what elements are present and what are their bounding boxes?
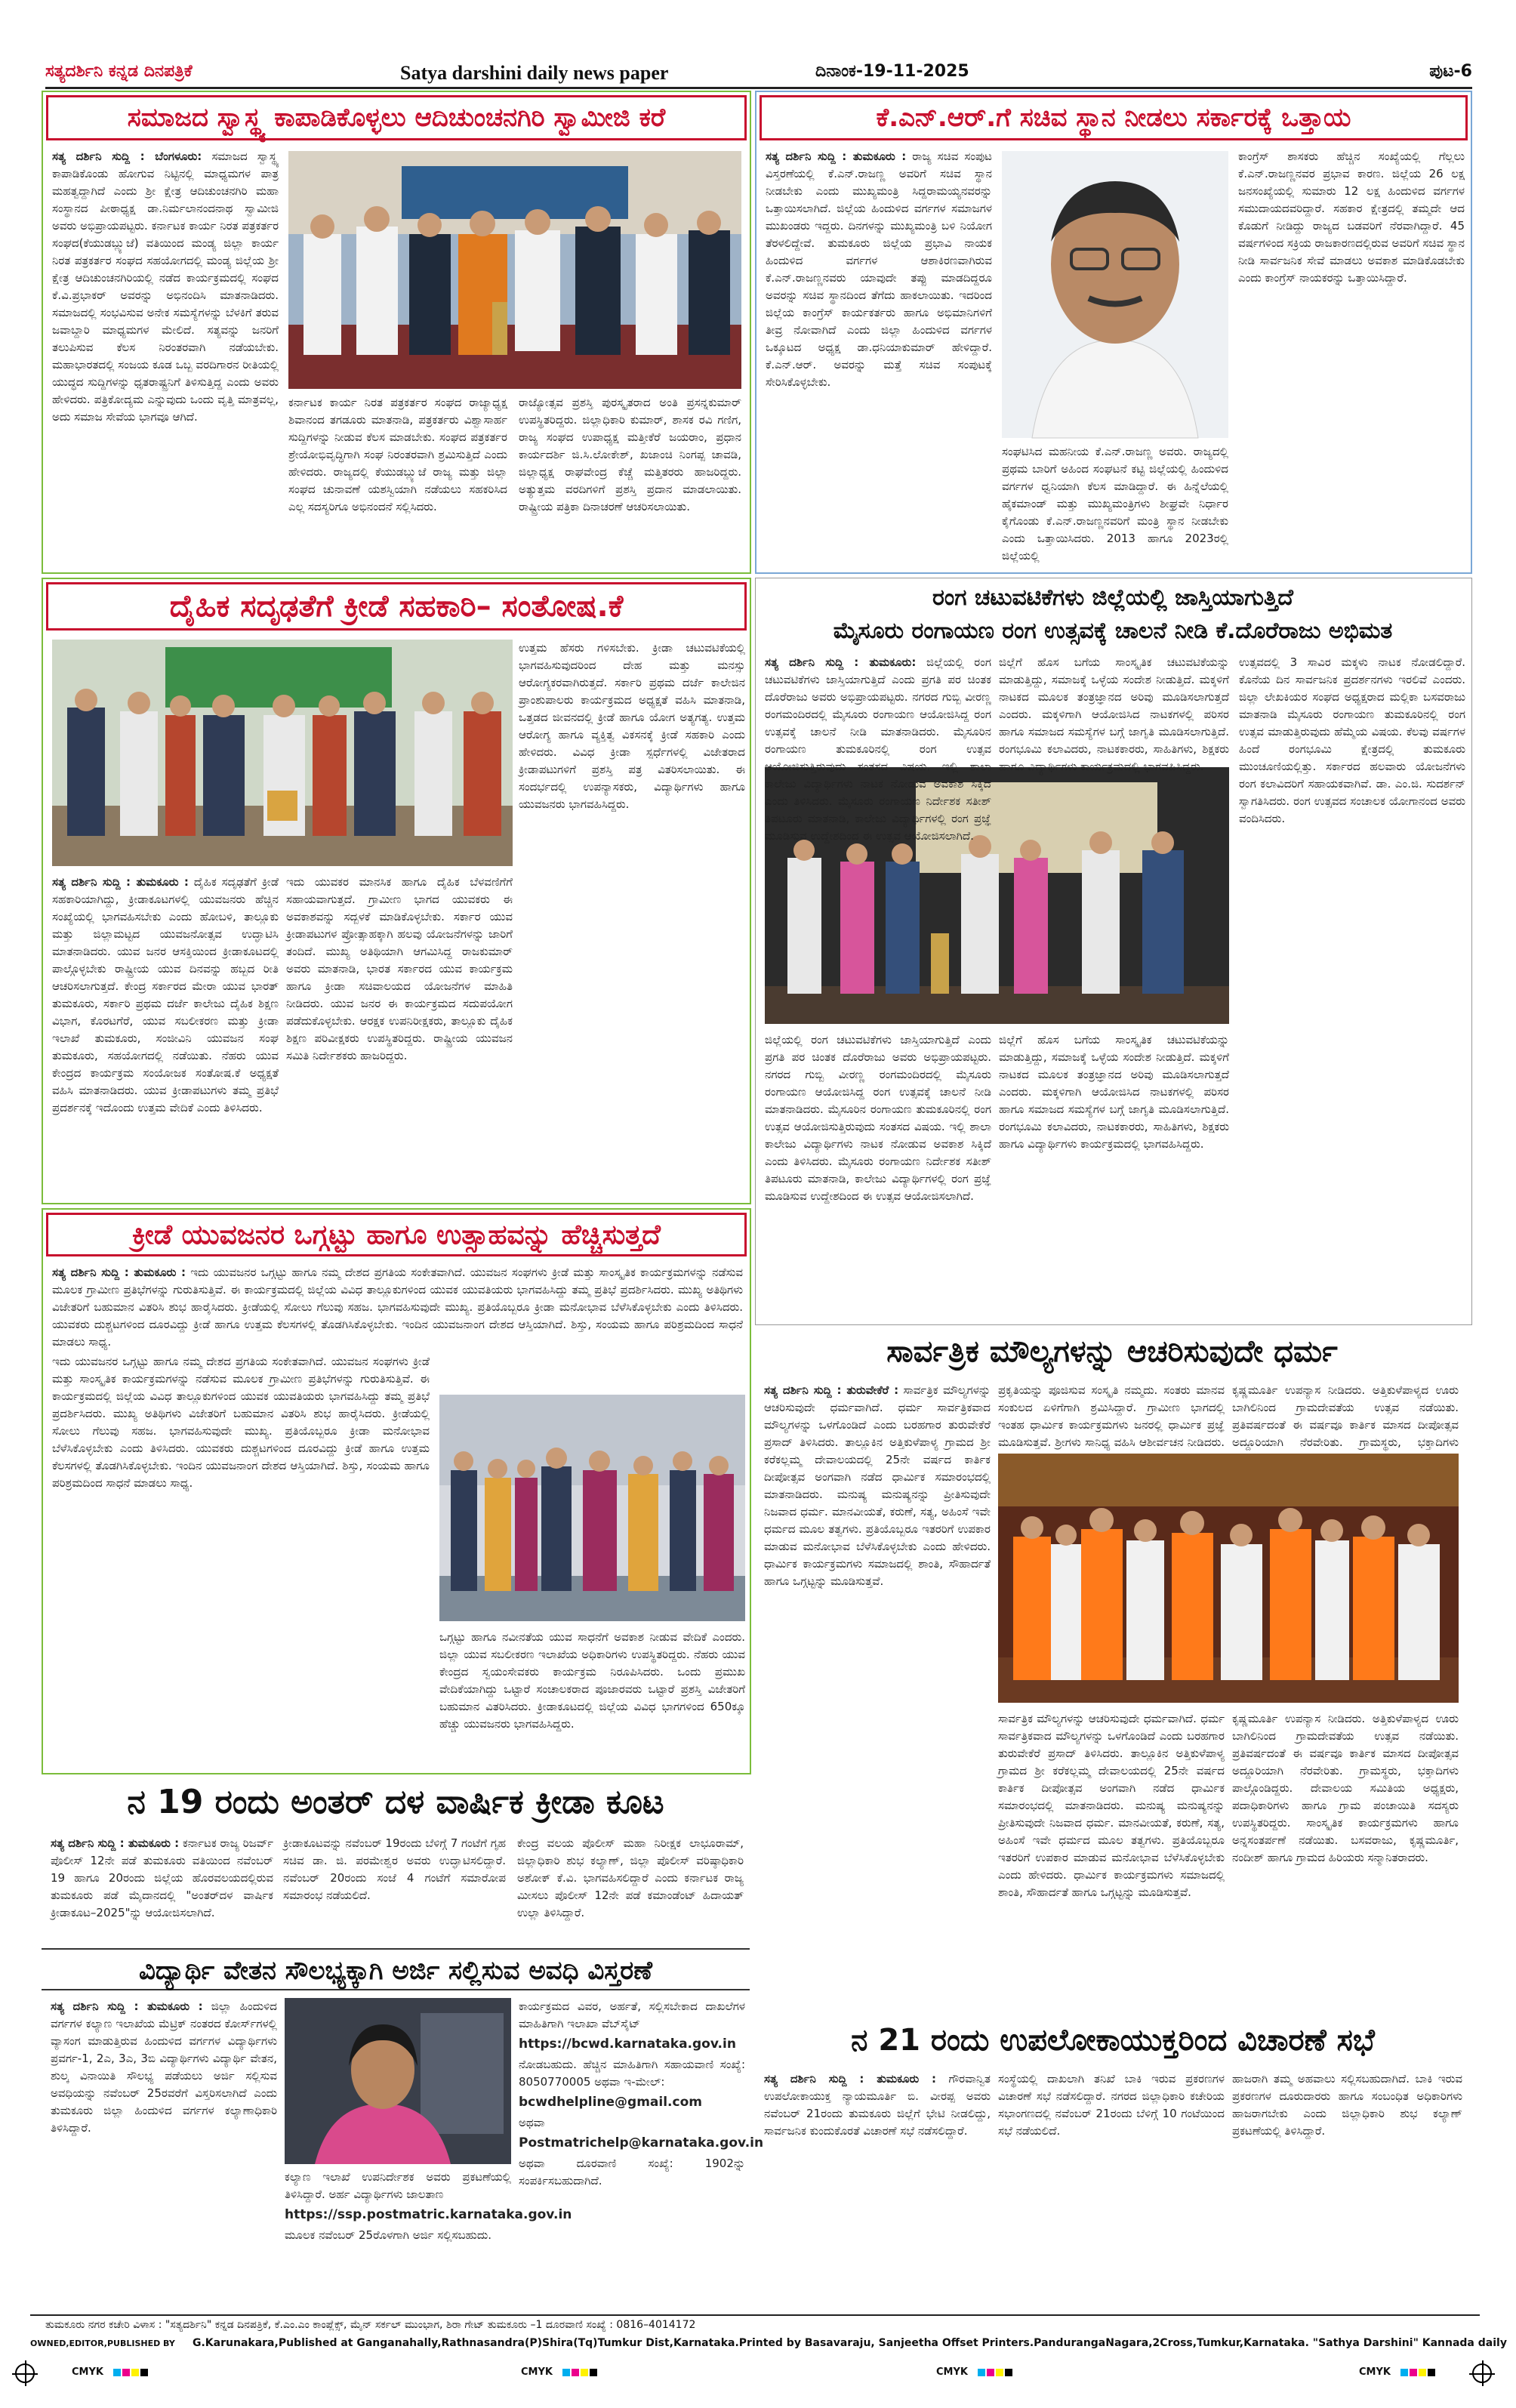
article-swamiji-headline: ಸಮಾಜದ ಸ್ವಾಸ್ಥ್ಯ ಕಾಪಾಡಿಕೊಳ್ಳಲು ಆದಿಚುಂಚನಗಿರಿ ಸ್ವಾಮೀಜಿ ಕರೆ	[46, 95, 747, 140]
article-upalokayukta-col3: ಹಾಜರಾಗಿ ತಮ್ಮ ಅಹವಾಲು ಸಲ್ಲಿಸಬಹುದಾಗಿದೆ. ಬಾಕಿ ಇರುವ ಪ್ರಕರಣಗಳ ದೂರುದಾರರು ಹಾಗೂ ಸಂಬಂಧಿತ ಅಧಿಕಾರಿಗಳು ಹಾಜರಾಗಬೇಕು ಎಂದು ಜಿಲ್ಲಾಧಿಕಾರಿ ಶುಭ ಕಲ್ಯಾಣ್ ಪ್ರಕಟಣೆಯಲ್ಲಿ ತಿಳಿಸಿದ್ದಾರೆ.	[1232, 2072, 1462, 2138]
ssp-postmatric-link[interactable]: https://ssp.postmatric.karnataka.gov.in	[285, 2207, 572, 2222]
dateline: ಸತ್ಯ ದರ್ಶಿನಿ ಸುದ್ದಿ : ತುರುವೇಕೆರೆ :	[764, 1383, 899, 1397]
article-rangayana-col2a: ಜಿಲ್ಲೆಗೆ ಹೊಸ ಬಗೆಯ ಸಾಂಸ್ಕೃತಿಕ ಚಟುವಟಿಕೆಯನ್ನು ಮಾಡುತ್ತಿದ್ದು, ಸಮಾಜಕ್ಕೆ ಒಳ್ಳೆಯ ಸಂದೇಶ ನೀಡುತ್ತಿದೆ. ಮಕ್ಕಳಿಗೆ ನಾಟಕದ ಮೂಲಕ ತಂತ್ರಜ್ಞಾನದ ಅರಿವು ಮೂಡಿಸಲಾಗುತ್ತದೆ ಎಂದರು. ಮಕ್ಕಳಿಗಾಗಿ ಆಯೋಜಿಸಿದ ನಾಟಕಗಳಲ್ಲಿ ಪರಿಸರ ಹಾಗೂ ಸಮಾಜದ ಸಮಸ್ಯೆಗಳ ಬಗ್ಗೆ ಜಾಗೃತಿ ಮೂಡಿಸಲಾಗುತ್ತಿದೆ. ರಂಗಭೂಮಿ ಕಲಾವಿದರು, ನಾಟಕಕಾರರು, ಸಾಹಿತಿಗಳು, ಶಿಕ್ಷಕರು ಹಾಗೂ ವಿದ್ಯಾರ್ಥಿಗಳು ಕಾರ್ಯಕ್ರಮದಲ್ಲಿ ಭಾಗವಹಿಸಿದ್ದರು.	[999, 655, 1229, 773]
article-dharma-photo	[998, 1454, 1459, 1703]
article-upalokayukta-col1: ಸತ್ಯ ದರ್ಶಿನಿ ಸುದ್ದಿ : ತುಮಕೂರು : ಗೌರವಾನ್ವಿತ ಉಪಲೋಕಾಯುಕ್ತ ನ್ಯಾಯಮೂರ್ತಿ ಬಿ. ವೀರಪ್ಪ ಅವರು ನವೆಂಬರ್ 21ರಂದು ತುಮಕೂರು ಜಿಲ್ಲೆಗೆ ಭೇಟಿ ನೀಡಲಿದ್ದು, ಸಾರ್ವಜನಿಕ ಕುಂದುಕೊರತೆ ವಿಚಾರಣೆ ಸಭೆ ನಡೆಸಲಿದ್ದಾರೆ.	[764, 2072, 991, 2138]
article-upalokayukta	[755, 2016, 1472, 2307]
article-youth-sports-col1: ಇದು ಯುವಜನರ ಒಗ್ಗಟ್ಟು ಹಾಗೂ ನಮ್ಮ ದೇಶದ ಪ್ರಗತಿಯ ಸಂಕೇತವಾಗಿದೆ. ಯುವಜನ ಸಂಘಗಳು ಕ್ರೀಡೆ ಮತ್ತು ಸಾಂಸ್ಕೃತಿಕ ಕಾರ್ಯಕ್ರಮಗಳನ್ನು ನಡೆಸುವ ಮೂಲಕ ಗ್ರಾಮೀಣ ಪ್ರತಿಭೆಗಳನ್ನು ಗುರುತಿಸುತ್ತಿವೆ. ಈ ಕಾರ್ಯಕ್ರಮದಲ್ಲಿ ಜಿಲ್ಲೆಯ ವಿವಿಧ ತಾಲ್ಲೂಕುಗಳಿಂದ ಯುವಕ ಯುವತಿಯರು ಭಾಗವಹಿಸಿದ್ದು ತಮ್ಮ ಪ್ರತಿಭೆ ಪ್ರದರ್ಶಿಸಿದರು. ಮುಖ್ಯ ಅತಿಥಿಗಳು ವಿಜೇತರಿಗೆ ಬಹುಮಾನ ವಿತರಿಸಿ ಶುಭ ಹಾರೈಸಿದರು. ಕ್ರೀಡೆಯಲ್ಲಿ ಸೋಲು ಗೆಲುವು ಸಹಜ. ಭಾಗವಹಿಸುವುದೇ ಮುಖ್ಯ. ಪ್ರತಿಯೊಬ್ಬರೂ ಕ್ರೀಡಾ ಮನೋಭಾವ ಬೆಳೆಸಿಕೊಳ್ಳಬೇಕು ಎಂದು ತಿಳಿಸಿದರು. ಯುವಕರು ದುಶ್ಚಟಗಳಿಂದ ದೂರವಿದ್ದು ಕ್ರೀಡೆ ಹಾಗೂ ಉತ್ತಮ ಕೆಲಸಗಳಲ್ಲಿ ತೊಡಗಿಸಿಕೊಳ್ಳಬೇಕು. ಇಂದಿನ ಯುವಜನಾಂಗ ದೇಶದ ಆಸ್ತಿಯಾಗಿದೆ. ಶಿಸ್ತು, ಸಂಯಮ ಹಾಗೂ ಪರಿಶ್ರಮದಿಂದ ಸಾಧನೆ ಮಾಡಲು ಸಾಧ್ಯ.	[52, 1355, 430, 1490]
color-bar-icon	[978, 2369, 1012, 2376]
color-bar-icon	[562, 2369, 597, 2376]
article-upalokayukta-headline: ನ 21 ರಂದು ಉಪಲೋಕಾಯುಕ್ತರಿಂದ ವಿಚಾರಣೆ ಸಭೆ	[851, 2023, 1375, 2058]
article-swamiji-col1: ಸತ್ಯ ದರ್ಶಿನಿ ಸುದ್ದಿ : ಬೆಂಗಳೂರು: ಸಮಾಜದ ಸ್ವಾಸ್ಥ್ಯ ಕಾಪಾಡಿಕೊಂಡು ಹೋಗುವ ನಿಟ್ಟಿನಲ್ಲಿ ಮಾಧ್ಯಮಗಳ ಪಾತ್ರ ಮಹತ್ವದ್ದಾಗಿದೆ ಎಂದು ಶ್ರೀ ಕ್ಷೇತ್ರ ಆದಿಚುಂಚನಗಿರಿ ಮಹಾ ಸಂಸ್ಥಾನದ ಪೀಠಾಧ್ಯಕ್ಷ ಡಾ.ನಿರ್ಮಲಾನಂದನಾಥ ಸ್ವಾಮೀಜಿ ಅವರು ಅಭಿಪ್ರಾಯಪಟ್ಟರು. ಕರ್ನಾಟಕ ಕಾರ್ಯ ನಿರತ ಪತ್ರಕರ್ತರ ಸಂಘದ(ಕೆಯುಡಬ್ಲ್ಯುಜೆ) ವತಿಯಿಂದ ಮಂಡ್ಯ ಜಿಲ್ಲಾ ಕಾರ್ಯ ನಿರತ ಪತ್ರಕರ್ತರ ಸಂಘದ ಸಹಯೋಗದಲ್ಲಿ ಮಂಡ್ಯ ಜಿಲ್ಲೆಯ ಶ್ರೀ ಕ್ಷೇತ್ರ ಆದಿಚುಂಚನಗಿರಿಯಲ್ಲಿ ನಡೆದ ಕಾರ್ಯಕ್ರಮದಲ್ಲಿ ಸಂಘದ ಕೆ.ವಿ.ಪ್ರಭಾಕರ್ ಅವರನ್ನು ಅಭಿನಂದಿಸಿ ಮಾತನಾಡಿದರು. ಸಮಾಜದಲ್ಲಿ ಸಂಭವಿಸುವ ಅನೇಕ ಸಮಸ್ಯೆಗಳನ್ನು ಬೆಳಕಿಗೆ ತರುವ ಜವಾಬ್ದಾರಿ ಮಾಧ್ಯಮಗಳ ಮೇಲಿದೆ. ಸತ್ಯವನ್ನು ಜನರಿಗೆ ತಲುಪಿಸುವ ಕೆಲಸ ನಿರಂತರವಾಗಿ ನಡೆಯಬೇಕು. ಮಹಾಭಾರತದಲ್ಲಿ ಸಂಜಯ ಕೂಡ ಒಬ್ಬ ವರದಿಗಾರನ ರೀತಿಯಲ್ಲಿ ಯುದ್ಧದ ಸುದ್ದಿಗಳನ್ನು ಧೃತರಾಷ್ಟ್ರನಿಗೆ ತಿಳಿಸುತ್ತಿದ್ದ ಎಂದು ಅವರು ಹೇಳಿದರು. ಪತ್ರಿಕೋದ್ಯಮ ಎನ್ನುವುದು ಒಂದು ವೃತ್ತಿ ಮಾತ್ರವಲ್ಲ, ಅದು ಸಮಾಜ ಸೇವೆಯ ಭಾಗವೂ ಆಗಿದೆ.	[52, 150, 279, 424]
article-police-sports-headline: ನ 19 ರಂದು ಅಂತರ್ ದಳ ವಾರ್ಷಿಕ ಕ್ರೀಡಾ ಕೂಟ	[127, 1783, 664, 1821]
article-knr-headline: ಕೆ.ಎನ್.ಆರ್.ಗೆ ಸಚಿವ ಸ್ಥಾನ ನೀಡಲು ಸರ್ಕಾರಕ್ಕೆ ಒತ್ತಾಯ	[760, 95, 1468, 140]
article-dharma-col2a: ಪ್ರಕೃತಿಯನ್ನು ಪೂಜಿಸುವ ಸಂಸ್ಕೃತಿ ನಮ್ಮದು. ಸಂತರು ಮಾನವ ಸಂಕುಲದ ಏಳಿಗೆಗಾಗಿ ಶ್ರಮಿಸಿದ್ದಾರೆ. ಗ್ರಾಮೀಣ ಭಾಗದಲ್ಲಿ ಇಂತಹ ಧಾರ್ಮಿಕ ಕಾರ್ಯಕ್ರಮಗಳು ಜನರಲ್ಲಿ ಧಾರ್ಮಿಕ ಪ್ರಜ್ಞೆ ಮೂಡಿಸುತ್ತವೆ. ಶ್ರೀಗಳು ಸಾನಿಧ್ಯ ವಹಿಸಿ ಆಶೀರ್ವಚನ ನೀಡಿದರು.	[998, 1383, 1225, 1449]
masthead	[45, 59, 1472, 89]
bcwd-website-link[interactable]: https://bcwd.karnataka.gov.in	[519, 2036, 736, 2052]
postmatric-help-email-link[interactable]: Postmatrichelp@karnataka.gov.in	[519, 2135, 764, 2151]
article-scholarship-col3: ಕಾರ್ಯಕ್ರಮದ ವಿವರ, ಅರ್ಹತೆ, ಸಲ್ಲಿಸಬೇಕಾದ ದಾಖಲೆಗಳ ಮಾಹಿತಿಗಾಗಿ ಇಲಾಖಾ ವೆಬ್‌ಸೈಟ್ https://bcwd.karnataka.gov.in ನೋಡಬಹುದು. ಹೆಚ್ಚಿನ ಮಾಹಿತಿಗಾಗಿ ಸಹಾಯವಾಣಿ ಸಂಖ್ಯೆ: 8050770005 ಅಥವಾ ಇ-ಮೇಲ್: bcwdhelpline@gmail.com ಅಥವಾ Postmatrichelp@karnataka.gov.in ಅಥವಾ ದೂರವಾಣಿ ಸಂಖ್ಯೆ: 1902ನ್ನು ಸಂಪರ್ಕಿಸಬಹುದಾಗಿದೆ.	[519, 1999, 764, 2188]
article-knr-col3: ಕಾಂಗ್ರೆಸ್ ಶಾಸಕರು ಹೆಚ್ಚಿನ ಸಂಖ್ಯೆಯಲ್ಲಿ ಗೆಲ್ಲಲು ಕೆ.ಎನ್.ರಾಜಣ್ಣನವರ ಪ್ರಭಾವ ಕಾರಣ. ಜಿಲ್ಲೆಯ 26 ಲಕ್ಷ ಜನಸಂಖ್ಯೆಯಲ್ಲಿ ಸುಮಾರು 12 ಲಕ್ಷ ಹಿಂದುಳಿದ ವರ್ಗಗಳ ಸಮುದಾಯದವರಿದ್ದಾರೆ. ಸಹಕಾರ ಕ್ಷೇತ್ರದಲ್ಲಿ ತಮ್ಮದೇ ಆದ ಕೊಡುಗೆ ನೀಡಿದ್ದು ರಾಜ್ಯದ ಬಡವರಿಗೆ ನೆರವಾಗಿದ್ದಾರೆ. 45 ವರ್ಷಗಳಿಂದ ಸಕ್ರಿಯ ರಾಜಕಾರಣದಲ್ಲಿರುವ ಅವರಿಗೆ ಸಚಿವ ಸ್ಥಾನ ನೀಡಿ ಸಾರ್ವಜನಿಕ ಸೇವೆ ಮಾಡಲು ಅವಕಾಶ ಮಾಡಿಕೊಡಬೇಕು ಎಂದು ಕಾಂಗ್ರೆಸ್ ನಾಯಕರನ್ನು ಒತ್ತಾಯಿಸಿದ್ದಾರೆ.	[1238, 150, 1465, 285]
registration-mark-icon	[15, 2363, 35, 2383]
article-rangayana-col2b: ಜಿಲ್ಲೆಗೆ ಹೊಸ ಬಗೆಯ ಸಾಂಸ್ಕೃತಿಕ ಚಟುವಟಿಕೆಯನ್ನು ಮಾಡುತ್ತಿದ್ದು, ಸಮಾಜಕ್ಕೆ ಒಳ್ಳೆಯ ಸಂದೇಶ ನೀಡುತ್ತಿದೆ. ಮಕ್ಕಳಿಗೆ ನಾಟಕದ ಮೂಲಕ ತಂತ್ರಜ್ಞಾನದ ಅರಿವು ಮೂಡಿಸಲಾಗುತ್ತದೆ ಎಂದರು. ಮಕ್ಕಳಿಗಾಗಿ ಆಯೋಜಿಸಿದ ನಾಟಕಗಳಲ್ಲಿ ಪರಿಸರ ಹಾಗೂ ಸಮಾಜದ ಸಮಸ್ಯೆಗಳ ಬಗ್ಗೆ ಜಾಗೃತಿ ಮೂಡಿಸಲಾಗುತ್ತಿದೆ. ರಂಗಭೂಮಿ ಕಲಾವಿದರು, ನಾಟಕಕಾರರು, ಸಾಹಿತಿಗಳು, ಶಿಕ್ಷಕರು ಹಾಗೂ ವಿದ್ಯಾರ್ಥಿಗಳು ಕಾರ್ಯಕ್ರಮದಲ್ಲಿ ಭಾಗವಹಿಸಿದ್ದರು.	[999, 1033, 1229, 1151]
article-youth-sports	[42, 1208, 751, 1774]
cmyk-label: CMYK	[72, 2366, 103, 2378]
footer-owned-label: OWNED,EDITOR,PUBLISHED BY	[30, 2339, 175, 2348]
article-rangayana	[755, 578, 1472, 1325]
article-rangayana-headline-2: ಮೈಸೂರು ರಂಗಾಯಣ ರಂಗ ಉತ್ಸವಕ್ಕೆ ಚಾಲನೆ ನೀಡಿ ಕೆ.ದೊರೆರಾಜು ಅಭಿಮತ	[833, 618, 1393, 644]
article-swamiji-col3: ರಾಜ್ಯೋತ್ಸವ ಪ್ರಶಸ್ತಿ ಪುರಸ್ಕೃತರಾದ ಅಂತಿ ಪ್ರಸನ್ನಕುಮಾರ್ ಉಪಸ್ಥಿತರಿದ್ದರು. ಜಿಲ್ಲಾಧಿಕಾರಿ ಕುಮಾರ್, ಶಾಸಕ ರವಿ ಗಣಿಗ, ರಾಜ್ಯ ಸಂಘದ ಉಪಾಧ್ಯಕ್ಷ ಮತ್ತೀಕೆರೆ ಜಯರಾಂ, ಪ್ರಧಾನ ಕಾರ್ಯದರ್ಶಿ ಜಿ.ಸಿ.ಲೋಕೇಶ್, ಖಜಾಂಚಿ ನಿಂಗಪ್ಪ ಚಾವಡಿ, ಜಿಲ್ಲಾಧ್ಯಕ್ಷ ರಾಘವೇಂದ್ರ ಕೆಚ್ಚೆ ಮತ್ತಿತರರು ಹಾಜರಿದ್ದರು. ಅತ್ಯುತ್ತಮ ವರದಿಗಳಿಗೆ ಪ್ರಶಸ್ತಿ ಪ್ರದಾನ ಮಾಡಲಾಯಿತು. ರಾಷ್ಟ್ರೀಯ ಪತ್ರಿಕಾ ದಿನಾಚರಣೆ ಆಚರಿಸಲಾಯಿತು.	[519, 396, 741, 513]
article-dharma	[755, 1329, 1472, 2012]
article-youth-sports-photo	[439, 1395, 745, 1621]
article-sports-santosh	[42, 578, 751, 1204]
article-sports-santosh-col3: ಉತ್ತಮ ಹೆಸರು ಗಳಿಸಬೇಕು. ಕ್ರೀಡಾ ಚಟುವಟಿಕೆಯಲ್ಲಿ ಭಾಗವಹಿಸುವುದರಿಂದ ದೇಹ ಮತ್ತು ಮನಸ್ಸು ಆರೋಗ್ಯಕರವಾಗಿರುತ್ತದೆ. ಸರ್ಕಾರಿ ಪ್ರಥಮ ದರ್ಜೆ ಕಾಲೇಜಿನ ಪ್ರಾಂಶುಪಾಲರು ಕಾರ್ಯಕ್ರಮದ ಅಧ್ಯಕ್ಷತೆ ವಹಿಸಿ ಮಾತನಾಡಿ, ಒತ್ತಡದ ಜೀವನದಲ್ಲಿ ಕ್ರೀಡೆ ಹಾಗೂ ಯೋಗ ಅತ್ಯಗತ್ಯ. ಉತ್ತಮ ಆರೋಗ್ಯ ಹಾಗೂ ವ್ಯಕ್ತಿತ್ವ ವಿಕಸನಕ್ಕೆ ಕ್ರೀಡೆ ಸಹಕಾರಿ ಎಂದು ಹೇಳಿದರು. ವಿವಿಧ ಕ್ರೀಡಾ ಸ್ಪರ್ಧೆಗಳಲ್ಲಿ ವಿಜೇತರಾದ ಕ್ರೀಡಾಪಟುಗಳಿಗೆ ಪ್ರಶಸ್ತಿ ಪತ್ರ ವಿತರಿಸಲಾಯಿತು. ಈ ಸಂದರ್ಭದಲ್ಲಿ ಉಪನ್ಯಾಸಕರು, ವಿದ್ಯಾರ್ಥಿಗಳು ಹಾಗೂ ಯುವಜನರು ಭಾಗವಹಿಸಿದ್ದರು.	[519, 641, 745, 811]
color-bar-icon	[1400, 2369, 1435, 2376]
dateline: ಸತ್ಯ ದರ್ಶಿನಿ ಸುದ್ದಿ : ಬೆಂಗಳೂರು:	[52, 150, 202, 163]
article-knr-col2: ಸಂಘಟಿಸಿದ ಮಹನೀಯ ಕೆ.ಎನ್.ರಾಜಣ್ಣ ಅವರು. ರಾಜ್ಯದಲ್ಲಿ ಪ್ರಥಮ ಬಾರಿಗೆ ಅಹಿಂದ ಸಂಘಟನೆ ಕಟ್ಟಿ ಜಿಲ್ಲೆಯಲ್ಲಿ ಹಿಂದುಳಿದ ವರ್ಗಗಳ ಧ್ವನಿಯಾಗಿ ಕೆಲಸ ಮಾಡಿದ್ದಾರೆ. ಈ ಹಿನ್ನೆಲೆಯಲ್ಲಿ ಹೈಕಮಾಂಡ್ ಮತ್ತು ಮುಖ್ಯಮಂತ್ರಿಗಳು ಶೀಘ್ರವೇ ನಿರ್ಧಾರ ಕೈಗೊಂಡು ಕೆ.ಎನ್.ರಾಜಣ್ಣನವರಿಗೆ ಮಂತ್ರಿ ಸ್ಥಾನ ನೀಡಬೇಕು ಎಂದು ಒತ್ತಾಯಿಸಿದರು. 2013 ಹಾಗೂ 2023ರಲ್ಲಿ ಜಿಲ್ಲೆಯಲ್ಲಿ	[1002, 445, 1228, 563]
dateline: ಸತ್ಯ ದರ್ಶಿನಿ ಸುದ್ದಿ : ತುಮಕೂರು :	[764, 2072, 937, 2086]
article-knr-portrait	[1002, 151, 1228, 438]
article-knr	[755, 91, 1472, 574]
article-dharma-col3a: ಕೃಷ್ಣಮೂರ್ತಿ ಉಪನ್ಯಾಸ ನೀಡಿದರು. ಅತ್ತಿಕುಳೆಪಾಳ್ಯದ ಊರು ಬಾಗಿಲಿನಿಂದ ಗ್ರಾಮದೇವತೆಯ ಉತ್ಸವ ನಡೆಯಿತು. ಪ್ರತಿವರ್ಷದಂತೆ ಈ ವರ್ಷವೂ ಕಾರ್ತಿಕ ಮಾಸದ ದೀಪೋತ್ಸವ ಅದ್ದೂರಿಯಾಗಿ ನೆರವೇರಿತು. ಗ್ರಾಮಸ್ಥರು, ಭಕ್ತಾದಿಗಳು	[1232, 1383, 1459, 1449]
dateline: ಸತ್ಯ ದರ್ಶಿನಿ ಸುದ್ದಿ : ತುಮಕೂರು :	[51, 1836, 180, 1850]
article-dharma-headline: ಸಾರ್ವತ್ರಿಕ ಮೌಲ್ಯಗಳನ್ನು ಆಚರಿಸುವುದೇ ಧರ್ಮ	[886, 1334, 1338, 1369]
footer-publisher-details: G.Karunakara,Published at Ganganahally,Rathnasandra(P)Shira(Tq)Tumkur Dist,Karnataka.Printed by Basavaraju, Sanjeetha Offset Printers.PandurangaNagara,2Cross,Tumkur,Karnataka. "Sathya Darshini" Kannada daily	[193, 2337, 1507, 2349]
article-police-sports-col2: ಕ್ರೀಡಾಕೂಟವನ್ನು ನವೆಂಬರ್ 19ರಂದು ಬೆಳಿಗ್ಗೆ 7 ಗಂಟೆಗೆ ಗೃಹ ಸಚಿವ ಡಾ. ಜಿ. ಪರಮೇಶ್ವರ ಅವರು ಉದ್ಘಾಟಿಸಲಿದ್ದಾರೆ. ನವೆಂಬರ್ 20ರಂದು ಸಂಜೆ 4 ಗಂಟೆಗೆ ಸಮಾರೋಪ ಸಮಾರಂಭ ನಡೆಯಲಿದೆ.	[283, 1836, 506, 1902]
article-swamiji-photo	[288, 151, 741, 389]
article-police-sports-col1: ಸತ್ಯ ದರ್ಶಿನಿ ಸುದ್ದಿ : ತುಮಕೂರು : ಕರ್ನಾಟಕ ರಾಜ್ಯ ರಿಜರ್ವ್ ಪೊಲೀಸ್ 12ನೇ ಪಡೆ ತುಮಕೂರು ವತಿಯಿಂದ ನವೆಂಬರ್ 19 ಹಾಗೂ 20ರಂದು ಜಿಲ್ಲೆಯ ಹೊರವಲಯದಲ್ಲಿರುವ ತುಮಕೂರು ಪಡೆ ಮೈದಾನದಲ್ಲಿ "ಅಂತರ್‌ದಳ ವಾರ್ಷಿಕ ಕ್ರೀಡಾಕೂಟ–2025"ನ್ನು ಆಯೋಜಿಸಲಾಗಿದೆ.	[51, 1836, 273, 1919]
masthead-page-number: ಪುಟ-6	[1429, 62, 1472, 81]
dateline: ಸತ್ಯ ದರ್ಶಿನಿ ಸುದ್ದಿ : ತುಮಕೂರು:	[765, 655, 917, 669]
article-dharma-col3b: ಕೃಷ್ಣಮೂರ್ತಿ ಉಪನ್ಯಾಸ ನೀಡಿದರು. ಅತ್ತಿಕುಳೆಪಾಳ್ಯದ ಊರು ಬಾಗಿಲಿನಿಂದ ಗ್ರಾಮದೇವತೆಯ ಉತ್ಸವ ನಡೆಯಿತು. ಪ್ರತಿವರ್ಷದಂತೆ ಈ ವರ್ಷವೂ ಕಾರ್ತಿಕ ಮಾಸದ ದೀಪೋತ್ಸವ ಅದ್ದೂರಿಯಾಗಿ ನೆರವೇರಿತು. ಗ್ರಾಮಸ್ಥರು, ಭಕ್ತಾದಿಗಳು ಪಾಲ್ಗೊಂಡಿದ್ದರು. ದೇವಾಲಯ ಸಮಿತಿಯ ಅಧ್ಯಕ್ಷರು, ಪದಾಧಿಕಾರಿಗಳು ಹಾಗೂ ಗ್ರಾಮ ಪಂಚಾಯಿತಿ ಸದಸ್ಯರು ಉಪಸ್ಥಿತರಿದ್ದರು. ಸಾಂಸ್ಕೃತಿಕ ಕಾರ್ಯಕ್ರಮಗಳು ಹಾಗೂ ಅನ್ನಸಂತರ್ಪಣೆ ನಡೆಯಿತು. ಬಸವರಾಜು, ಕೃಷ್ಣಮೂರ್ತಿ, ನಂದೀಶ್ ಹಾಗೂ ಗ್ರಾಮದ ಹಿರಿಯರು ಸನ್ಮಾನಿತರಾದರು.	[1232, 1712, 1459, 1864]
masthead-paper-name-english: Satya darshini daily news paper	[400, 62, 669, 84]
dateline: ಸತ್ಯ ದರ್ಶಿನಿ ಸುದ್ದಿ : ತುಮಕೂರು :	[766, 150, 907, 163]
article-swamiji	[42, 91, 751, 574]
article-police-sports	[42, 1778, 751, 1944]
dateline: ಸತ್ಯ ದರ್ಶಿನಿ ಸುದ್ದಿ : ತುಮಕೂರು :	[51, 1999, 203, 2013]
article-scholarship	[42, 1948, 764, 2303]
article-scholarship-col2: ಕಲ್ಯಾಣ ಇಲಾಖೆ ಉಪನಿರ್ದೇಶಕ ಅವರು ಪ್ರಕಟಣೆಯಲ್ಲಿ ತಿಳಿಸಿದ್ದಾರೆ. ಅರ್ಹ ವಿದ್ಯಾರ್ಥಿಗಳು ಜಾಲತಾಣ https://ssp.postmatric.karnataka.gov.in ಮೂಲಕ ನವೆಂಬರ್ 25ರೊಳಗಾಗಿ ಅರ್ಜಿ ಸಲ್ಲಿಸಬಹುದು.	[285, 2170, 572, 2242]
registration-mark-icon	[1472, 2363, 1492, 2383]
article-sports-santosh-col2: ಇದು ಯುವಕರ ಮಾನಸಿಕ ಹಾಗೂ ದೈಹಿಕ ಬೆಳವಣಿಗೆಗೆ ಸಹಾಯವಾಗುತ್ತದೆ. ಗ್ರಾಮೀಣ ಭಾಗದ ಯುವಕರು ಈ ಅವಕಾಶವನ್ನು ಸದ್ಬಳಕೆ ಮಾಡಿಕೊಳ್ಳಬೇಕು. ಸರ್ಕಾರ ಯುವ ಕ್ರೀಡಾಪಟುಗಳ ಪ್ರೋತ್ಸಾಹಕ್ಕಾಗಿ ಹಲವು ಯೋಜನೆಗಳನ್ನು ಜಾರಿಗೆ ತಂದಿದೆ. ಮುಖ್ಯ ಅತಿಥಿಯಾಗಿ ಆಗಮಿಸಿದ್ದ ರಾಜಕುಮಾರ್ ಅವರು ಮಾತನಾಡಿ, ಭಾರತ ಸರ್ಕಾರದ ಯುವ ಕಾರ್ಯಕ್ರಮ ಹಾಗೂ ಕ್ರೀಡಾ ಸಚಿವಾಲಯದ ಯೋಜನೆಗಳ ಮಾಹಿತಿ ನೀಡಿದರು. ಯುವ ಜನರ ಈ ಕಾರ್ಯಕ್ರಮದ ಸದುಪಯೋಗ ಪಡೆದುಕೊಳ್ಳಬೇಕು. ಆರಕ್ಷಕ ಉಪನಿರೀಕ್ಷಕರು, ತಾಲ್ಲೂಕು ದೈಹಿಕ ಶಿಕ್ಷಣ ಪರಿವೀಕ್ಷಕರು ಉಪಸ್ಥಿತರಿದ್ದರು. ರಾಷ್ಟ್ರೀಯ ಯುವಜನ ಸಮಿತಿ ನಿರ್ದೇಶಕರು ಹಾಜರಿದ್ದರು.	[286, 875, 513, 1062]
article-swamiji-col2: ಕರ್ನಾಟಕ ಕಾರ್ಯ ನಿರತ ಪತ್ರಕರ್ತರ ಸಂಘದ ರಾಜ್ಯಾಧ್ಯಕ್ಷ ಶಿವಾನಂದ ತಗಡೂರು ಮಾತನಾಡಿ, ಪತ್ರಕರ್ತರು ವಿಶ್ವಾಸಾರ್ಹ ಸುದ್ದಿಗಳನ್ನು ನೀಡುವ ಕೆಲಸ ಮಾಡಬೇಕು. ಸಂಘದ ಪತ್ರಕರ್ತರ ಶ್ರೇಯೋಭಿವೃದ್ಧಿಗಾಗಿ ಸಂಘ ನಿರಂತರವಾಗಿ ಶ್ರಮಿಸುತ್ತಿದೆ ಎಂದು ಹೇಳಿದರು. ರಾಜ್ಯದಲ್ಲಿ ಕೆಯುಡಬ್ಲ್ಯುಜೆ ರಾಜ್ಯ ಮತ್ತು ಜಿಲ್ಲಾ ಸಂಘದ ಚುನಾವಣೆ ಯಶಸ್ವಿಯಾಗಿ ನಡೆಯಲು ಸಹಕರಿಸಿದ ಎಲ್ಲ ಸದಸ್ಯರಿಗೂ ಅಭಿನಂದನೆ ಸಲ್ಲಿಸಿದರು.	[288, 396, 507, 513]
dateline: ಸತ್ಯ ದರ್ಶಿನಿ ಸುದ್ದಿ : ತುಮಕೂರು :	[52, 1266, 186, 1279]
masthead-date: ದಿನಾಂಕ-19-11-2025	[815, 62, 969, 81]
article-rangayana-headline-1: ರಂಗ ಚಟುವಟಿಕೆಗಳು ಜಿಲ್ಲೆಯಲ್ಲಿ ಜಾಸ್ತಿಯಾಗುತ್ತಿದೆ	[932, 584, 1293, 611]
article-dharma-col2b: ಸಾರ್ವತ್ರಿಕ ಮೌಲ್ಯಗಳನ್ನು ಆಚರಿಸುವುದೇ ಧರ್ಮವಾಗಿದೆ. ಧರ್ಮ ಸಾರ್ವತ್ರಿಕವಾದ ಮೌಲ್ಯಗಳನ್ನು ಒಳಗೊಂಡಿದೆ ಎಂದು ಬರಹಗಾರ ತುರುವೇಕೆರೆ ಪ್ರಸಾದ್ ತಿಳಿಸಿದರು. ತಾಲ್ಲೂಕಿನ ಅತ್ತಿಕುಳೆಪಾಳ್ಯ ಗ್ರಾಮದ ಶ್ರೀ ಕರೆಕಲ್ಲಮ್ಮ ದೇವಾಲಯದಲ್ಲಿ 25ನೇ ವರ್ಷದ ಕಾರ್ತಿಕ ದೀಪೋತ್ಸವ ಅಂಗವಾಗಿ ನಡೆದ ಧಾರ್ಮಿಕ ಸಮಾರಂಭದಲ್ಲಿ ಮಾತನಾಡಿದರು. ಮನುಷ್ಯ ಮನುಷ್ಯನನ್ನು ಪ್ರೀತಿಸುವುದೇ ನಿಜವಾದ ಧರ್ಮ. ಮಾನವೀಯತೆ, ಕರುಣೆ, ಸತ್ಯ, ಅಹಿಂಸೆ ಇವೇ ಧರ್ಮದ ಮೂಲ ತತ್ವಗಳು. ಪ್ರತಿಯೊಬ್ಬರೂ ಇತರರಿಗೆ ಉಪಕಾರ ಮಾಡುವ ಮನೋಭಾವ ಬೆಳೆಸಿಕೊಳ್ಳಬೇಕು ಎಂದು ಹೇಳಿದರು. ಧಾರ್ಮಿಕ ಕಾರ್ಯಕ್ರಮಗಳು ಸಮಾಜದಲ್ಲಿ ಶಾಂತಿ, ಸೌಹಾರ್ದತೆ ಹಾಗೂ ಒಗ್ಗಟ್ಟನ್ನು ಮೂಡಿಸುತ್ತವೆ.	[998, 1712, 1225, 1899]
article-youth-sports-col2: ಒಗ್ಗಟ್ಟು ಹಾಗೂ ನವೀನತೆಯ ಯುವ ಸಾಧನೆಗೆ ಅವಕಾಶ ನೀಡುವ ವೇದಿಕೆ ಎಂದರು. ಜಿಲ್ಲಾ ಯುವ ಸಬಲೀಕರಣ ಇಲಾಖೆಯ ಅಧಿಕಾರಿಗಳು ಉಪಸ್ಥಿತರಿದ್ದರು. ನೆಹರು ಯುವ ಕೇಂದ್ರದ ಸ್ವಯಂಸೇವಕರು ಕಾರ್ಯಕ್ರಮ ನಿರೂಪಿಸಿದರು. ಒಂದು ಪ್ರಮುಖ ವೇದಿಕೆಯಾಗಿದ್ದು ಒಟ್ಟಾರೆ ಸಂಚಾಲಕರಾದ ಪೂಜಾರವರು ಒಟ್ಟಾರೆ ಪ್ರಶಸ್ತಿ ವಿಜೇತರಿಗೆ ಬಹುಮಾನ ವಿತರಿಸಿದರು. ಕ್ರೀಡಾಕೂಟದಲ್ಲಿ ಜಿಲ್ಲೆಯ ವಿವಿಧ ಭಾಗಗಳಿಂದ 650ಕ್ಕೂ ಹೆಚ್ಚು ಯುವಜನರು ಭಾಗವಹಿಸಿದ್ದರು.	[439, 1630, 745, 1731]
cmyk-label: CMYK	[936, 2366, 968, 2378]
article-upalokayukta-col2: ಸಂಸ್ಥೆಯಲ್ಲಿ ದಾಖಲಾಗಿ ತನಿಖೆ ಬಾಕಿ ಇರುವ ಪ್ರಕರಣಗಳ ವಿಚಾರಣೆ ಸಭೆ ನಡೆಸಲಿದ್ದಾರೆ. ನಗರದ ಜಿಲ್ಲಾಧಿಕಾರಿ ಕಚೇರಿಯ ಸಭಾಂಗಣದಲ್ಲಿ ನವೆಂಬರ್ 21ರಂದು ಬೆಳಿಗ್ಗೆ 10 ಗಂಟೆಯಿಂದ ಸಭೆ ನಡೆಯಲಿದೆ.	[998, 2072, 1225, 2138]
color-bar-icon	[113, 2369, 148, 2376]
article-dharma-col1: ಸತ್ಯ ದರ್ಶಿನಿ ಸುದ್ದಿ : ತುರುವೇಕೆರೆ : ಸಾರ್ವತ್ರಿಕ ಮೌಲ್ಯಗಳನ್ನು ಆಚರಿಸುವುದೇ ಧರ್ಮವಾಗಿದೆ. ಧರ್ಮ ಸಾರ್ವತ್ರಿಕವಾದ ಮೌಲ್ಯಗಳನ್ನು ಒಳಗೊಂಡಿದೆ ಎಂದು ಬರಹಗಾರ ತುರುವೇಕೆರೆ ಪ್ರಸಾದ್ ತಿಳಿಸಿದರು. ತಾಲ್ಲೂಕಿನ ಅತ್ತಿಕುಳೆಪಾಳ್ಯ ಗ್ರಾಮದ ಶ್ರೀ ಕರೆಕಲ್ಲಮ್ಮ ದೇವಾಲಯದಲ್ಲಿ 25ನೇ ವರ್ಷದ ಕಾರ್ತಿಕ ದೀಪೋತ್ಸವ ಅಂಗವಾಗಿ ನಡೆದ ಧಾರ್ಮಿಕ ಸಮಾರಂಭದಲ್ಲಿ ಮಾತನಾಡಿದರು. ಮನುಷ್ಯ ಮನುಷ್ಯನನ್ನು ಪ್ರೀತಿಸುವುದೇ ನಿಜವಾದ ಧರ್ಮ. ಮಾನವೀಯತೆ, ಕರುಣೆ, ಸತ್ಯ, ಅಹಿಂಸೆ ಇವೇ ಧರ್ಮದ ಮೂಲ ತತ್ವಗಳು. ಪ್ರತಿಯೊಬ್ಬರೂ ಇತರರಿಗೆ ಉಪಕಾರ ಮಾಡುವ ಮನೋಭಾವ ಬೆಳೆಸಿಕೊಳ್ಳಬೇಕು ಎಂದು ಹೇಳಿದರು. ಧಾರ್ಮಿಕ ಕಾರ್ಯಕ್ರಮಗಳು ಸಮಾಜದಲ್ಲಿ ಶಾಂತಿ, ಸೌಹಾರ್ದತೆ ಹಾಗೂ ಒಗ್ಗಟ್ಟನ್ನು ಮೂಡಿಸುತ್ತವೆ.	[764, 1383, 991, 1588]
article-youth-sports-intro: ಸತ್ಯ ದರ್ಶಿನಿ ಸುದ್ದಿ : ತುಮಕೂರು : ಇದು ಯುವಜನರ ಒಗ್ಗಟ್ಟು ಹಾಗೂ ನಮ್ಮ ದೇಶದ ಪ್ರಗತಿಯ ಸಂಕೇತವಾಗಿದೆ. ಯುವಜನ ಸಂಘಗಳು ಕ್ರೀಡೆ ಮತ್ತು ಸಾಂಸ್ಕೃತಿಕ ಕಾರ್ಯಕ್ರಮಗಳನ್ನು ನಡೆಸುವ ಮೂಲಕ ಗ್ರಾಮೀಣ ಪ್ರತಿಭೆಗಳನ್ನು ಗುರುತಿಸುತ್ತಿವೆ. ಈ ಕಾರ್ಯಕ್ರಮದಲ್ಲಿ ಜಿಲ್ಲೆಯ ವಿವಿಧ ತಾಲ್ಲೂಕುಗಳಿಂದ ಯುವಕ ಯುವತಿಯರು ಭಾಗವಹಿಸಿದ್ದು ತಮ್ಮ ಪ್ರತಿಭೆ ಪ್ರದರ್ಶಿಸಿದರು. ಮುಖ್ಯ ಅತಿಥಿಗಳು ವಿಜೇತರಿಗೆ ಬಹುಮಾನ ವಿತರಿಸಿ ಶುಭ ಹಾರೈಸಿದರು. ಕ್ರೀಡೆಯಲ್ಲಿ ಸೋಲು ಗೆಲುವು ಸಹಜ. ಭಾಗವಹಿಸುವುದೇ ಮುಖ್ಯ. ಪ್ರತಿಯೊಬ್ಬರೂ ಕ್ರೀಡಾ ಮನೋಭಾವ ಬೆಳೆಸಿಕೊಳ್ಳಬೇಕು ಎಂದು ತಿಳಿಸಿದರು. ಯುವಕರು ದುಶ್ಚಟಗಳಿಂದ ದೂರವಿದ್ದು ಕ್ರೀಡೆ ಹಾಗೂ ಉತ್ತಮ ಕೆಲಸಗಳಲ್ಲಿ ತೊಡಗಿಸಿಕೊಳ್ಳಬೇಕು. ಇಂದಿನ ಯುವಜನಾಂಗ ದೇಶದ ಆಸ್ತಿಯಾಗಿದೆ. ಶಿಸ್ತು, ಸಂಯಮ ಹಾಗೂ ಪರಿಶ್ರಮದಿಂದ ಸಾಧನೆ ಮಾಡಲು ಸಾಧ್ಯ.	[52, 1266, 743, 1349]
article-youth-sports-headline: ಕ್ರೀಡೆ ಯುವಜನರ ಒಗ್ಗಟ್ಟು ಹಾಗೂ ಉತ್ಸಾಹವನ್ನು ಹೆಚ್ಚಿಸುತ್ತದೆ	[46, 1213, 747, 1256]
article-scholarship-photo	[285, 1998, 511, 2164]
cmyk-label: CMYK	[521, 2366, 553, 2378]
article-sports-santosh-photo	[52, 640, 513, 866]
article-sports-santosh-col1: ಸತ್ಯ ದರ್ಶಿನಿ ಸುದ್ದಿ : ತುಮಕೂರು : ದೈಹಿಕ ಸದೃಢತೆಗೆ ಕ್ರೀಡೆ ಸಹಕಾರಿಯಾಗಿದ್ದು, ಕ್ರೀಡಾಕೂಟಗಳಲ್ಲಿ ಯುವಜನರು ಹೆಚ್ಚಿನ ಸಂಖ್ಯೆಯಲ್ಲಿ ಭಾಗವಹಿಸಬೇಕು ಎಂದು ಹೋಬಳಿ, ತಾಲ್ಲೂಕು ಮತ್ತು ಜಿಲ್ಲಾಮಟ್ಟದ ಯುವಜನೋತ್ಸವ ಉದ್ಘಾಟಿಸಿ ಮಾತನಾಡಿದರು. ಯುವ ಜನರ ಆಸಕ್ತಿಯಿಂದ ಕ್ರೀಡಾಕೂಟದಲ್ಲಿ ಪಾಲ್ಗೊಳ್ಳಬೇಕು ರಾಷ್ಟ್ರೀಯ ಯುವ ದಿನವನ್ನು ಹಬ್ಬದ ರೀತಿ ಆಚರಿಸಲಾಗುತ್ತದೆ. ಕೇಂದ್ರ ಸರ್ಕಾರದ ಮೇರಾ ಯುವ ಭಾರತ್ ತುಮಕೂರು, ಸರ್ಕಾರಿ ಪ್ರಥಮ ದರ್ಜೆ ಕಾಲೇಜು ದೈಹಿಕ ಶಿಕ್ಷಣ ವಿಭಾಗ, ಕೊರಟಗೆರೆ, ಯುವ ಸಬಲೀಕರಣ ಮತ್ತು ಕ್ರೀಡಾ ಇಲಾಖೆ ತುಮಕೂರು, ಸಂಜೀವಿನಿ ಯುವಜನ ಸಂಘ ತುಮಕೂರು, ಸಹಯೋಗದಲ್ಲಿ ನಡೆಯಿತು. ನೆಹರು ಯುವ ಕೇಂದ್ರದ ಕಾರ್ಯಕ್ರಮ ಸಂಯೋಜಕ ಸಂತೋಷ.ಕೆ ಅಧ್ಯಕ್ಷತೆ ವಹಿಸಿ ಮಾತನಾಡಿದರು. ಯುವ ಕ್ರೀಡಾಪಟುಗಳು ತಮ್ಮ ಪ್ರತಿಭೆ ಪ್ರದರ್ಶನಕ್ಕೆ ಇದೊಂದು ಉತ್ತಮ ವೇದಿಕೆ ಎಂದು ತಿಳಿಸಿದರು.	[52, 875, 279, 1115]
article-rangayana-col1a: ಸತ್ಯ ದರ್ಶಿನಿ ಸುದ್ದಿ : ತುಮಕೂರು: ಜಿಲ್ಲೆಯಲ್ಲಿ ರಂಗ ಚಟುವಟಿಕೆಗಳು ಜಾಸ್ತಿಯಾಗುತ್ತಿದೆ ಎಂದು ಪ್ರಗತಿ ಪರ ಚಿಂತಕ ದೊರೆರಾಜು ಅವರು ಅಭಿಪ್ರಾಯಪಟ್ಟರು. ನಗರದ ಗುಬ್ಬಿ ವೀರಣ್ಣ ರಂಗಮಂದಿರದಲ್ಲಿ ಮೈಸೂರು ರಂಗಾಯಣ ಆಯೋಜಿಸಿದ್ದ ರಂಗ ಉತ್ಸವಕ್ಕೆ ಚಾಲನೆ ನೀಡಿ ಮಾತನಾಡಿದರು. ಮೈಸೂರಿನ ರಂಗಾಯಣ ತುಮಕೂರಿನಲ್ಲಿ ರಂಗ ಉತ್ಸವ ಆಯೋಜಿಸುತ್ತಿರುವುದು ಸಂತಸದ ವಿಷಯ. ಇಲ್ಲಿ ಶಾಲಾ ಕಾಲೇಜು ವಿದ್ಯಾರ್ಥಿಗಳು ನಾಟಕ ನೋಡುವ ಅವಕಾಶ ಸಿಕ್ಕಿದೆ ಎಂದು ತಿಳಿಸಿದರು. ಮೈಸೂರು ರಂಗಾಯಣ ನಿರ್ದೇಶಕ ಸತೀಶ್ ತಿಪಟೂರು ಮಾತನಾಡಿ, ಕಾಲೇಜು ವಿದ್ಯಾರ್ಥಿಗಳಲ್ಲಿ ರಂಗ ಪ್ರಜ್ಞೆ ಮೂಡಿಸುವ ಉದ್ದೇಶದಿಂದ ಈ ಉತ್ಸವ ಆಯೋಜಿಸಲಾಗಿದೆ.	[765, 655, 991, 843]
dateline: ಸತ್ಯ ದರ್ಶಿನಿ ಸುದ್ದಿ : ತುಮಕೂರು :	[52, 875, 189, 889]
cmyk-label: CMYK	[1359, 2366, 1391, 2378]
bcwd-helpline-email-link[interactable]: bcwdhelpline@gmail.com	[519, 2095, 702, 2110]
article-scholarship-col1: ಸತ್ಯ ದರ್ಶಿನಿ ಸುದ್ದಿ : ತುಮಕೂರು : ಜಿಲ್ಲಾ ಹಿಂದುಳಿದ ವರ್ಗಗಳ ಕಲ್ಯಾಣ ಇಲಾಖೆಯ ಮೆಟ್ರಿಕ್ ನಂತರದ ಕೋರ್ಸ್‌ಗಳಲ್ಲಿ ವ್ಯಾಸಂಗ ಮಾಡುತ್ತಿರುವ ಹಿಂದುಳಿದ ವರ್ಗಗಳ ವಿದ್ಯಾರ್ಥಿಗಳು ಪ್ರವರ್ಗ-1, 2ಎ, 3ಎ, 3ಬಿ ವಿದ್ಯಾರ್ಥಿಗಳು ವಿದ್ಯಾರ್ಥಿ ವೇತನ, ಶುಲ್ಕ ವಿನಾಯಿತಿ ಸೌಲಭ್ಯ ಪಡೆಯಲು ಅರ್ಜಿ ಸಲ್ಲಿಸುವ ಅವಧಿಯನ್ನು ನವೆಂಬರ್ 25ರವರೆಗೆ ವಿಸ್ತರಿಸಲಾಗಿದೆ ಎಂದು ತುಮಕೂರು ಜಿಲ್ಲಾ ಹಿಂದುಳಿದ ವರ್ಗಗಳ ಕಲ್ಯಾಣಾಧಿಕಾರಿ ತಿಳಿಸಿದ್ದಾರೆ.	[51, 1999, 277, 2135]
footer-office-address: ತುಮಕೂರು ನಗರ ಕಚೇರಿ ವಿಳಾಸ : "ಸತ್ಯದರ್ಶಿನಿ" ಕನ್ನಡ ದಿನಪತ್ರಿಕೆ, ಕೆ.ಎಂ.ಎಂ ಕಾಂಪ್ಲೆಕ್ಸ್, ಮೈನ್ ಸರ್ಕಲ್ ಮುಂಭಾಗ, ಶಿರಾ ಗೇಟ್ ತುಮಕೂರು –1 ದೂರವಾಣಿ ಸಂಖ್ಯೆ : 0816–4014172	[45, 2319, 696, 2331]
article-scholarship-headline: ವಿದ್ಯಾರ್ಥಿ ವೇತನ ಸೌಲಭ್ಯಕ್ಕಾಗಿ ಅರ್ಜಿ ಸಲ್ಲಿಸುವ ಅವಧಿ ವಿಸ್ತರಣೆ	[42, 1948, 750, 1990]
article-knr-col1: ಸತ್ಯ ದರ್ಶಿನಿ ಸುದ್ದಿ : ತುಮಕೂರು : ರಾಜ್ಯ ಸಚಿವ ಸಂಪುಟ ವಿಸ್ತರಣೆಯಲ್ಲಿ ಕೆ.ಎನ್.ರಾಜಣ್ಣ ಅವರಿಗೆ ಸಚಿವ ಸ್ಥಾನ ನೀಡಬೇಕು ಎಂದು ಮುಖ್ಯಮಂತ್ರಿ ಸಿದ್ದರಾಮಯ್ಯನವರನ್ನು ಒತ್ತಾಯಿಸಲಾಗಿದೆ. ಜಿಲ್ಲೆಯ ಹಿಂದುಳಿದ ವರ್ಗಗಳ ಸಮಾಜಗಳ ಮುಖಂಡರು ಇದ್ದರು. ದಿನಗಳನ್ನು ಮುಖ್ಯಮಂತ್ರಿ ಬಳಿ ನಿಯೋಗ ತೆರಳಲಿದ್ದೇವೆ. ತುಮಕೂರು ಜಿಲ್ಲೆಯ ಪ್ರಭಾವಿ ನಾಯಕ ಹಿಂದುಳಿದ ವರ್ಗಗಳ ಆಶಾಕಿರಣವಾಗಿರುವ ಕೆ.ಎನ್.ರಾಜಣ್ಣನವರು ಯಾವುದೇ ತಪ್ಪು ಮಾಡದಿದ್ದರೂ ಅವರನ್ನು ಸಚಿವ ಸ್ಥಾನದಿಂದ ತೆಗೆದು ಹಾಕಲಾಯಿತು. ಇದರಿಂದ ಜಿಲ್ಲೆಯ ಕಾಂಗ್ರೆಸ್ ಕಾರ್ಯಕರ್ತರು ಹಾಗೂ ಅಭಿಮಾನಿಗಳಿಗೆ ತೀವ್ರ ನೋವಾಗಿದೆ ಎಂದು ಜಿಲ್ಲಾ ಹಿಂದುಳಿದ ವರ್ಗಗಳ ಒಕ್ಕೂಟದ ಅಧ್ಯಕ್ಷ ಡಾ.ಧನಿಯಾಕುಮಾರ್ ಹೇಳಿದ್ದಾರೆ. ಕೆ.ಎನ್.ಆರ್. ಅವರನ್ನು ಮತ್ತೆ ಸಚಿವ ಸಂಪುಟಕ್ಕೆ ಸೇರಿಸಿಕೊಳ್ಳಬೇಕು.	[766, 150, 992, 389]
article-police-sports-col3: ಕೇಂದ್ರ ವಲಯ ಪೊಲೀಸ್ ಮಹಾ ನಿರೀಕ್ಷಕ ಲಾಭೂರಾಮ್, ಜಿಲ್ಲಾಧಿಕಾರಿ ಶುಭ ಕಲ್ಯಾಣ್, ಜಿಲ್ಲಾ ಪೊಲೀಸ್ ವರಿಷ್ಠಾಧಿಕಾರಿ ಅಶೋಕ್ ಕೆ.ವಿ. ಭಾಗವಹಿಸಲಿದ್ದಾರೆ ಎಂದು ಕರ್ನಾಟಕ ರಾಜ್ಯ ಮೀಸಲು ಪೊಲೀಸ್ 12ನೇ ಪಡೆ ಕಮಾಂಡೆಂಟ್ ಹಿದಾಯತ್ ಉಲ್ಲಾ ತಿಳಿಸಿದ್ದಾರೆ.	[517, 1836, 744, 1919]
article-rangayana-col1b: ಜಿಲ್ಲೆಯಲ್ಲಿ ರಂಗ ಚಟುವಟಿಕೆಗಳು ಜಾಸ್ತಿಯಾಗುತ್ತಿದೆ ಎಂದು ಪ್ರಗತಿ ಪರ ಚಿಂತಕ ದೊರೆರಾಜು ಅವರು ಅಭಿಪ್ರಾಯಪಟ್ಟರು. ನಗರದ ಗುಬ್ಬಿ ವೀರಣ್ಣ ರಂಗಮಂದಿರದಲ್ಲಿ ಮೈಸೂರು ರಂಗಾಯಣ ಆಯೋಜಿಸಿದ್ದ ರಂಗ ಉತ್ಸವಕ್ಕೆ ಚಾಲನೆ ನೀಡಿ ಮಾತನಾಡಿದರು. ಮೈಸೂರಿನ ರಂಗಾಯಣ ತುಮಕೂರಿನಲ್ಲಿ ರಂಗ ಉತ್ಸವ ಆಯೋಜಿಸುತ್ತಿರುವುದು ಸಂತಸದ ವಿಷಯ. ಇಲ್ಲಿ ಶಾಲಾ ಕಾಲೇಜು ವಿದ್ಯಾರ್ಥಿಗಳು ನಾಟಕ ನೋಡುವ ಅವಕಾಶ ಸಿಕ್ಕಿದೆ ಎಂದು ತಿಳಿಸಿದರು. ಮೈಸೂರು ರಂಗಾಯಣ ನಿರ್ದೇಶಕ ಸತೀಶ್ ತಿಪಟೂರು ಮಾತನಾಡಿ, ಕಾಲೇಜು ವಿದ್ಯಾರ್ಥಿಗಳಲ್ಲಿ ರಂಗ ಪ್ರಜ್ಞೆ ಮೂಡಿಸುವ ಉದ್ದೇಶದಿಂದ ಈ ಉತ್ಸವ ಆಯೋಜಿಸಲಾಗಿದೆ.	[765, 1033, 991, 1203]
footer	[30, 2314, 1507, 2360]
masthead-paper-name-kannada: ಸತ್ಯದರ್ಶಿನಿ ಕನ್ನಡ ದಿನಪತ್ರಿಕೆ	[45, 62, 193, 81]
article-sports-santosh-headline: ದೈಹಿಕ ಸದೃಢತೆಗೆ ಕ್ರೀಡೆ ಸಹಕಾರಿ– ಸಂತೋಷ.ಕೆ	[46, 582, 747, 631]
article-rangayana-col3: ಉತ್ಸವದಲ್ಲಿ 3 ಸಾವಿರ ಮಕ್ಕಳು ನಾಟಕ ನೋಡಲಿದ್ದಾರೆ. ಕೊನೆಯ ದಿನ ಸಾರ್ವಜನಿಕ ಪ್ರದರ್ಶನಗಳು ಇರಲಿವೆ ಎಂದರು. ಜಿಲ್ಲಾ ಲೇಖಕಿಯರ ಸಂಘದ ಅಧ್ಯಕ್ಷರಾದ ಮಲ್ಲಿಕಾ ಬಸವರಾಜು ಮಾತನಾಡಿ ಮೈಸೂರು ರಂಗಾಯಣ ತುಮಕೂರಿನಲ್ಲಿ ರಂಗ ಉತ್ಸವ ಮಾಡುತ್ತಿರುವುದು ಹೆಮ್ಮೆಯ ವಿಷಯ. ಕೆಲವು ವರ್ಷಗಳ ಹಿಂದೆ ರಂಗಭೂಮಿ ಕ್ಷೇತ್ರದಲ್ಲಿ ತುಮಕೂರು ಮುಂಚೂಣಿಯಲ್ಲಿತ್ತು. ಸರ್ಕಾರದ ಹಲವಾರು ಯೋಜನೆಗಳು ರಂಗ ಕಲಾವಿದರಿಗೆ ಸಹಾಯಕವಾಗಿವೆ. ಡಾ. ಎಂ.ಜಿ. ಸುದರ್ಶನ್ ಸ್ವಾಗತಿಸಿದರು. ರಂಗ ಉತ್ಸವದ ಸಂಚಾಲಕ ಯೋಗಾನಂದ ಅವರು ವಂದಿಸಿದರು.	[1239, 655, 1465, 825]
